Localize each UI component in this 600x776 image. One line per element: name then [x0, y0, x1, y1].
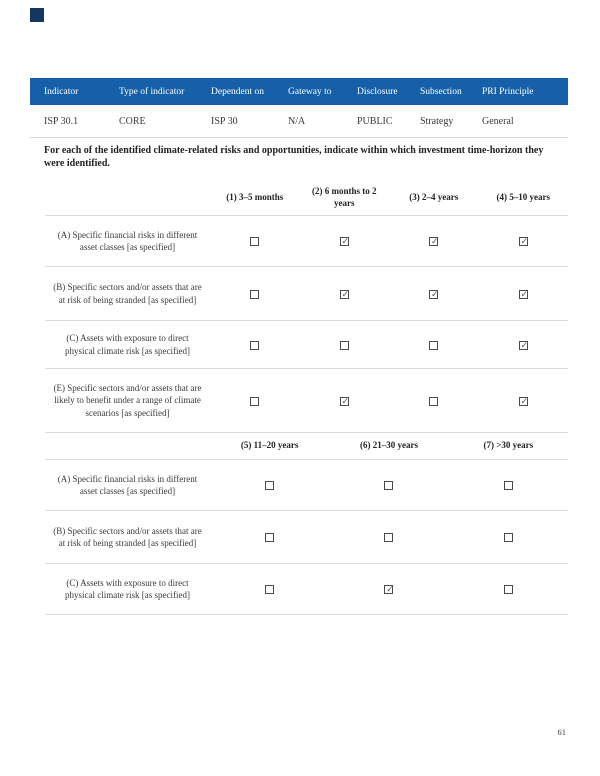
checkbox[interactable] [384, 481, 393, 490]
time-horizon-grid [45, 180, 568, 615]
question-text: For each of the identified climate-related risks and opportunities, indicate within which investment time-horizon they were identified. [44, 145, 544, 169]
grid2-header-col7: (7) >30 years [483, 440, 534, 451]
indicator-header-pri-principle: PRI Principle [482, 86, 534, 97]
grid2-header-col5: (5) 11–20 years [240, 440, 299, 451]
grid2-row-c [45, 564, 568, 615]
indicator-value-indicator: ISP 30.1 [44, 115, 79, 127]
grid2-row-b [45, 511, 568, 564]
grid1-header-col1: (1) 3–5 months [226, 191, 284, 202]
indicator-values-row [30, 105, 568, 138]
checkbox[interactable] [429, 341, 438, 350]
checkbox[interactable] [265, 481, 274, 490]
grid1-header-col4: (4) 5–10 years [496, 191, 550, 202]
indicator-header-gateway-to: Gateway to [288, 86, 332, 97]
indicator-header-subsection: Subsection [420, 86, 462, 97]
checkbox[interactable] [340, 341, 349, 350]
checkbox[interactable] [265, 533, 274, 542]
checkbox[interactable] [504, 481, 513, 490]
indicator-value-disclosure: PUBLIC [357, 115, 393, 127]
indicator-header-indicator: Indicator [44, 86, 79, 97]
page-number: 61 [557, 727, 566, 737]
checkbox[interactable] [340, 397, 349, 406]
checkbox[interactable] [429, 237, 438, 246]
row-label: (A) Specific financial risks in different asset classes [as specified] [57, 473, 198, 496]
indicator-value-dependent-on: ISP 30 [211, 115, 238, 127]
checkbox[interactable] [519, 341, 528, 350]
grid1-row-a [45, 216, 568, 267]
indicator-summary-table [30, 78, 568, 138]
grid1-header-col2: (2) 6 months to 2 years [312, 185, 377, 208]
checkbox[interactable] [250, 237, 259, 246]
checkbox[interactable] [250, 341, 259, 350]
corner-marker-square [30, 8, 44, 22]
checkbox[interactable] [340, 290, 349, 299]
checkbox[interactable] [429, 397, 438, 406]
checkbox[interactable] [340, 237, 349, 246]
indicator-header-disclosure: Disclosure [357, 86, 398, 97]
indicator-value-type: CORE [119, 115, 146, 127]
checkbox[interactable] [384, 533, 393, 542]
grid1-row-e [45, 369, 568, 433]
checkbox[interactable] [384, 585, 393, 594]
checkbox[interactable] [519, 290, 528, 299]
indicator-value-pri-principle: General [482, 115, 514, 127]
grid1-header-row [45, 180, 568, 216]
row-label: (C) Assets with exposure to direct physical climate risk [as specified] [65, 333, 190, 356]
indicator-header-dependent-on: Dependent on [211, 86, 265, 97]
row-label: (A) Specific financial risks in different asset classes [as specified] [57, 229, 198, 252]
indicator-header-row [30, 78, 568, 105]
checkbox[interactable] [519, 237, 528, 246]
row-label: (E) Specific sectors and/or assets that are likely to benefit under a range of climate scenarios [as specified] [53, 383, 202, 418]
row-label: (B) Specific sectors and/or assets that are at risk of being stranded [as specified] [53, 525, 202, 548]
checkbox[interactable] [250, 290, 259, 299]
grid1-row-b [45, 267, 568, 321]
indicator-value-subsection: Strategy [420, 115, 454, 127]
checkbox[interactable] [429, 290, 438, 299]
checkbox[interactable] [250, 397, 259, 406]
checkbox[interactable] [504, 585, 513, 594]
grid1-header-col3: (3) 2–4 years [409, 191, 459, 202]
grid1-row-c [45, 321, 568, 369]
grid2-header-col6: (6) 21–30 years [359, 440, 418, 451]
grid1-header-spacer [45, 192, 210, 204]
grid2-header-row [45, 433, 568, 460]
checkbox[interactable] [265, 585, 274, 594]
checkbox[interactable] [504, 533, 513, 542]
grid2-row-a [45, 460, 568, 511]
checkbox[interactable] [519, 397, 528, 406]
row-label: (B) Specific sectors and/or assets that are at risk of being stranded [as specified] [53, 282, 202, 305]
row-label: (C) Assets with exposure to direct physical climate risk [as specified] [65, 577, 190, 600]
indicator-header-type: Type of indicator [119, 86, 185, 97]
indicator-value-gateway-to: N/A [288, 115, 306, 127]
